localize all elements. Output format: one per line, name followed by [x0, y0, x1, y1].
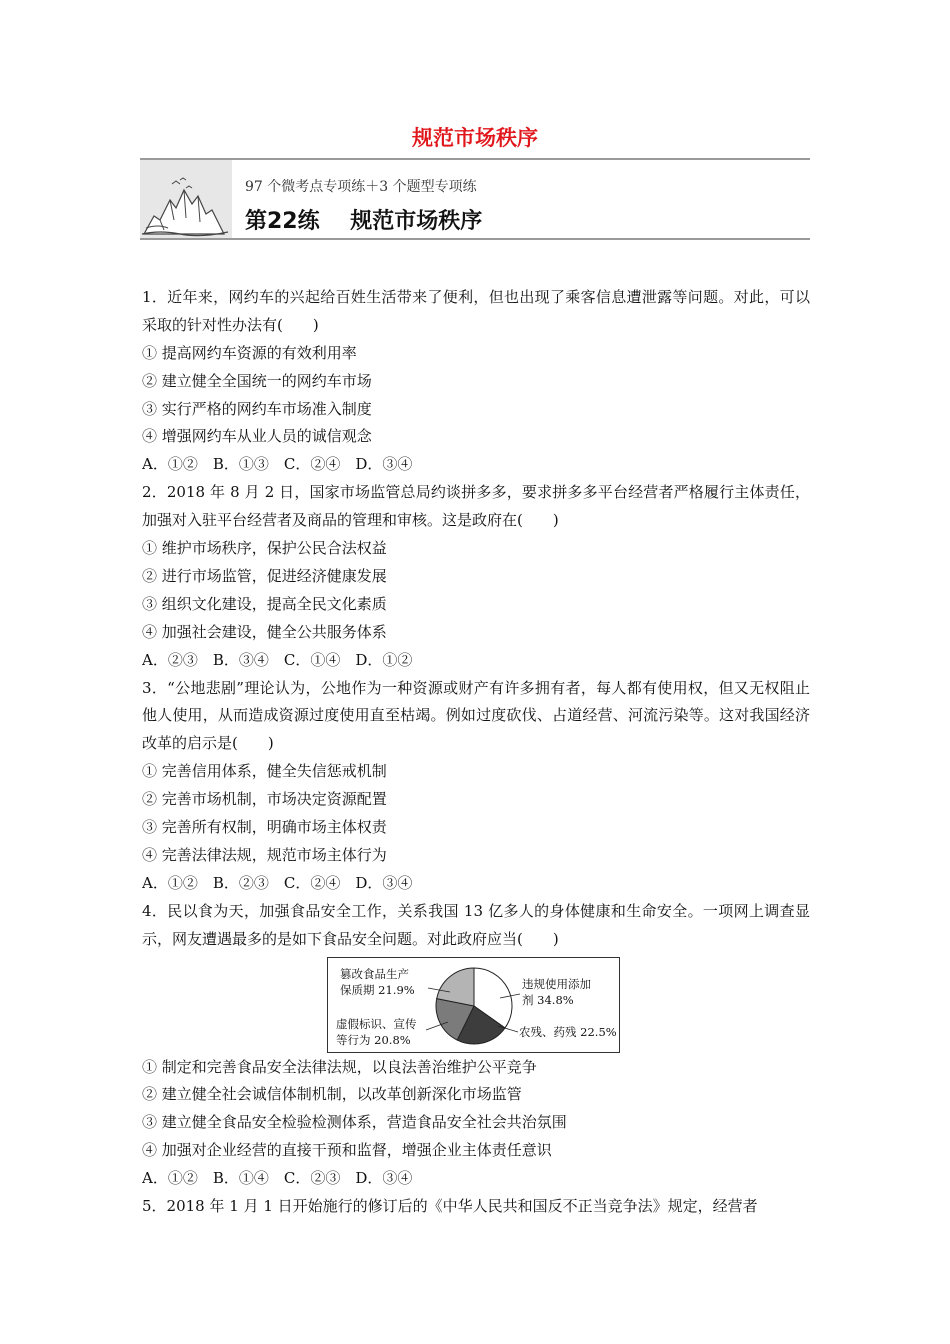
pie-chart — [328, 958, 619, 1052]
pie-chart-figure — [142, 954, 810, 1054]
answer-choices: A．①② B．①③ C．②④ D．③④ — [142, 455, 413, 474]
option-item: ① 完善信用体系，健全失信惩戒机制 — [142, 762, 387, 781]
question-stem: 2．2018 年 8 月 2 日，国家市场监管总局约谈拼多多，要求拼多多平台经营者严格履行主体责任，加强对入驻平台经营者及商品的管理和审核。这是政府在( ) — [142, 483, 810, 530]
option-item: ② 建立健全社会诚信体制机制，以改革创新深化市场监管 — [142, 1085, 522, 1104]
option-item: ① 维护市场秩序，保护公民合法权益 — [142, 539, 387, 558]
option-item: ④ 加强社会建设，健全公共服务体系 — [142, 622, 387, 641]
mountain-logo-icon — [140, 160, 232, 238]
pie-label-shelf-life-line1: 篡改食品生产 — [340, 966, 409, 981]
answer-choices: A．①② B．②③ C．②④ D．③④ — [142, 873, 413, 892]
option-item: ③ 实行严格的网约车市场准入制度 — [142, 399, 372, 418]
header-bottom-rule — [140, 238, 810, 240]
question-stem: 5．2018 年 1 月 1 日开始施行的修订后的《中华人民共和国反不正当竞争法》规定，经营者 — [142, 1196, 758, 1215]
question-stem: 1．近年来，网约车的兴起给百姓生活带来了便利，但也出现了乘客信息遭泄露等问题。对此，可以采取的针对性办法有( ) — [142, 288, 810, 334]
pie-label-shelf-life-line2: 保质期 21.9% — [340, 982, 415, 997]
pie-label-pesticide: 农残、药残 22.5% — [519, 1024, 617, 1039]
pie-label-additive-line1: 违规使用添加 — [522, 976, 591, 991]
option-item: ③ 组织文化建设，提高全民文化素质 — [142, 594, 387, 613]
option-item: ③ 完善所有权制，明确市场主体权责 — [142, 818, 387, 837]
page-title: 规范市场秩序 — [412, 126, 538, 150]
option-item: ② 完善市场机制，市场决定资源配置 — [142, 790, 387, 809]
question-list — [142, 284, 810, 1221]
pie-label-false-labeling-line2: 等行为 20.8% — [336, 1032, 411, 1047]
answer-choices: A．②③ B．③④ C．①④ D．①② — [142, 650, 413, 669]
lesson-header — [140, 158, 810, 240]
header-top-rule — [140, 158, 810, 160]
answer-choices: A．①② B．①④ C．②③ D．③④ — [142, 1169, 413, 1188]
pie-chart-frame — [327, 957, 620, 1053]
pie-label-false-labeling-line1: 虚假标识、宣传 — [336, 1016, 417, 1031]
option-item: ④ 加强对企业经营的直接干预和监督，增强企业主体责任意识 — [142, 1141, 552, 1160]
series-subtitle: 97 个微考点专项练＋3 个题型专项练 — [245, 179, 477, 195]
option-item: ② 进行市场监管，促进经济健康发展 — [142, 566, 387, 585]
option-item: ④ 完善法律法规，规范市场主体行为 — [142, 845, 387, 864]
lesson-title: 第22练 规范市场秩序 — [245, 209, 483, 234]
option-item: ① 制定和完善食品安全法律法规，以良法善治维护公平竞争 — [142, 1057, 537, 1076]
option-item: ① 提高网约车资源的有效利用率 — [142, 343, 357, 362]
pie-label-additive-line2: 剂 34.8% — [522, 992, 574, 1007]
question-stem: 3．“公地悲剧”理论认为，公地作为一种资源或财产有许多拥有者，每人都有使用权，但又无权阻止他人使用，从而造成资源过度使用直至枯竭。例如过度砍伐、占道经营、河流污染等。这对我国经济改革的启示是( ) — [142, 678, 810, 753]
option-item: ④ 增强网约车从业人员的诚信观念 — [142, 427, 372, 446]
question-stem: 4．民以食为天，加强食品安全工作，关系我国 13 亿多人的身体健康和生命安全。一项网上调查显示，网友遭遇最多的是如下食品安全问题。对此政府应当( ) — [142, 901, 810, 948]
option-item: ② 建立健全全国统一的网约车市场 — [142, 371, 372, 390]
option-item: ③ 建立健全食品安全检验检测体系，营造食品安全社会共治氛围 — [142, 1113, 567, 1132]
